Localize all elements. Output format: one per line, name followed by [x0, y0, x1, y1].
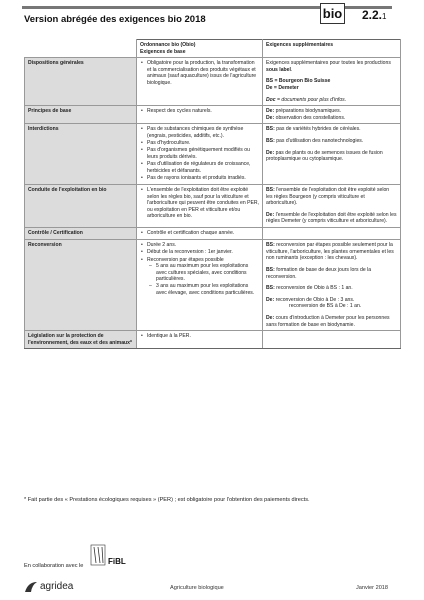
abbr-bs: BS = Bourgeon Bio Suisse: [266, 78, 331, 85]
table-row-management: [25, 185, 401, 228]
header-obio: [137, 40, 263, 58]
cell-extra-env: [263, 331, 401, 349]
extra-conversion-p4b: reconversion de BS à De : 1 an.: [289, 303, 362, 310]
cell-base-principles: [137, 106, 263, 124]
row-label-general: Dispositions générales: [25, 58, 137, 106]
extra-general-abbr: [266, 78, 397, 91]
extra-general-p1: [266, 60, 397, 73]
agridea-logo-icon: [24, 581, 38, 593]
row-label-prohibitions: Interdictions: [25, 124, 137, 185]
cell-base-prohibitions: [137, 124, 263, 185]
extra-conversion-text2: formation de base de deux jours lors de la reconversion.: [266, 267, 372, 280]
abbr-doc-key: Doc: [266, 96, 276, 103]
extra-conversion-text4: reconversion de Obio à De : 3 ans.: [274, 296, 355, 303]
cell-base-management: [137, 185, 263, 228]
base-env-item: • Identique à la PER.: [147, 333, 259, 340]
base-control-item: • Contrôle et certification chaque année.: [147, 230, 259, 237]
header-blank-cell: [25, 40, 137, 58]
key-de: De:: [266, 211, 275, 218]
page-number: [362, 8, 386, 22]
cell-extra-conversion: [263, 240, 401, 331]
row-label-management: Conduite de l'exploitation en bio: [25, 185, 137, 228]
extra-prohibitions-text3: pas de plants ou de semences issues de fusion protoplasmique ou cytoplasmique.: [266, 149, 383, 163]
abbr-de: De = Demeter: [266, 84, 299, 91]
key-de: De:: [266, 314, 275, 321]
footer-date: Janvier 2018: [356, 585, 389, 591]
header-obio-title: Ordonnance bio (Obio): [140, 42, 196, 48]
key-de: De:: [266, 108, 275, 115]
key-bs: BS:: [266, 267, 275, 273]
key-de: De:: [266, 114, 275, 121]
base-conversion-item: • Durée 2 ans.: [147, 242, 259, 249]
key-bs: BS:: [266, 126, 275, 133]
extra-principles-l2: [266, 115, 397, 122]
cell-base-env: [137, 331, 263, 349]
cell-base-control: [137, 228, 263, 240]
page-title: Version abrégée des exigences bio 2018: [24, 14, 206, 25]
extra-conversion-text3: reconversion de Obio à BS : 1 an.: [274, 285, 353, 292]
row-label-principles: Principes de base: [25, 106, 137, 124]
key-bs: BS:: [266, 187, 275, 194]
extra-management-text2: l'ensemble de l'exploitation doit être exploité selon les règles Demeter (y compris viticulture et arboriculture).: [266, 211, 397, 225]
extra-prohibitions-p3: [266, 150, 397, 163]
extra-management-text1: l'ensemble de l'exploitation doit être exploité selon les règles Bourgeon (y compris viticulture et arboriculture).: [266, 187, 390, 207]
key-bs: BS:: [266, 137, 275, 144]
cell-extra-general: [263, 58, 401, 106]
extra-conversion-p3: [266, 285, 397, 292]
cell-extra-management: [263, 185, 401, 228]
table-row-conversion: [25, 240, 401, 331]
footer-section: Agriculture biologique: [170, 585, 224, 591]
base-prohibitions-item: • Pas de rayons ionisants et produits irradiés.: [147, 175, 259, 182]
bio-badge: bio: [320, 3, 345, 24]
base-prohibitions-item: • Pas d'organismes génétiquement modifiés ou leurs produits dérivés.: [147, 147, 259, 160]
collaboration-text: En collaboration avec le: [24, 563, 84, 569]
table-row-env: [25, 331, 401, 349]
cell-base-general: [137, 58, 263, 106]
extra-principles-l1: [266, 108, 397, 115]
requirements-table: [24, 39, 401, 349]
base-conversion-subitem: – 3 ans au maximum pour les exploitations avec élevage, avec conditions particulières.: [156, 283, 259, 296]
extra-prohibitions-text2: pas d'utilisation des nanotechnologies.: [274, 137, 364, 144]
table-row-control: [25, 228, 401, 240]
extra-general-text: Exigences supplémentaires pour toutes les productions: [266, 60, 391, 67]
cell-extra-control: [263, 228, 401, 240]
extra-general-end: .: [290, 66, 293, 73]
base-prohibitions-item: • Pas d'hydroculture.: [147, 140, 259, 147]
base-conversion-item: • Début de la reconversion : 1er janvier.: [147, 249, 259, 256]
row-label-control: Contrôle / Certification: [25, 228, 137, 240]
abbr-doc: [266, 97, 397, 104]
base-conversion-steps: Reconversion par étapes possible: [147, 256, 224, 263]
fibl-name: FiBL: [108, 557, 126, 566]
extra-prohibitions-p2: [266, 138, 397, 145]
table-row-general: [25, 58, 401, 106]
base-general-item: • Obligatoire pour la production, la transformation et la commercialisation des produits végétaux et animaux (sauf aquaculture) issus de l'agriculture biologique.: [147, 60, 259, 86]
extra-management-p2: [266, 212, 397, 225]
base-conversion-subitem: – 5 ans au maximum pour les exploitations avec cultures spéciales, avec conditions particulières.: [156, 263, 259, 283]
base-prohibitions-item: • Pas d'utilisation de régulateurs de croissance, herbicides et défanants.: [147, 161, 259, 174]
header-obio-sub: Exigences de base: [140, 48, 186, 55]
extra-conversion-p5: [266, 315, 397, 328]
row-label-conversion: Reconversion: [25, 240, 137, 331]
extra-prohibitions-p1: [266, 126, 397, 133]
extra-management-p1: [266, 187, 397, 207]
agridea-name: agridea: [40, 581, 74, 592]
extra-conversion-p4a: [266, 297, 397, 304]
base-prohibitions-item: • Pas de substances chimiques de synthèse (engrais, pesticides, additifs, etc.).: [147, 126, 259, 139]
table-row-principles: [25, 106, 401, 124]
footnote: * Fait partie des « Prestations écologiques requises » (PER) ; est obligatoire pour l'obtention des paiements directs.: [24, 497, 310, 503]
cell-extra-principles: [263, 106, 401, 124]
abbr-doc-text: = documents pour plus d'infos.: [275, 96, 347, 103]
extra-conversion-text5: cours d'introduction à Demeter pour les personnes sans formation de base en biodynamie.: [266, 314, 390, 328]
page-number-main: 2.2.: [362, 8, 383, 22]
extra-conversion-p4: [266, 297, 397, 310]
key-de: De:: [266, 149, 275, 156]
extra-conversion-p1: [266, 242, 397, 262]
extra-conversion-text1: reconversion par étapes possible seulement pour la viticulture, l'arboriculture, les plantes ornementales et les non ruminants (exception : les chevaux).: [266, 242, 394, 262]
cell-base-conversion: [137, 240, 263, 331]
extra-general-bold: sous label: [266, 66, 291, 73]
page-number-sub: 1: [382, 12, 387, 21]
key-de: De:: [266, 296, 275, 303]
table-row-prohibitions: [25, 124, 401, 185]
extra-principles-text1: préparations biodynamiques.: [274, 108, 342, 115]
key-bs: BS:: [266, 285, 275, 292]
base-principles-item: • Respect des cycles naturels.: [147, 108, 259, 115]
key-bs: BS:: [266, 242, 275, 249]
row-label-env: Législation sur la protection de l'environnement, des eaux et des animaux*: [25, 331, 137, 349]
base-conversion-item: [147, 257, 259, 297]
extra-principles-text2: observation des constellations.: [274, 114, 346, 121]
extra-prohibitions-text1: pas de variétés hybrides de céréales.: [274, 126, 361, 133]
base-management-item: • L'ensemble de l'exploitation doit être exploité selon les règles bio, sauf pour la viticulture et l'arboriculture qui peuvent être conduites en PER, ou exploitation en PER et viticulture et/ou arboriculture en bio.: [147, 187, 259, 220]
extra-conversion-p2: [266, 267, 397, 280]
cell-extra-prohibitions: [263, 124, 401, 185]
header-extra: Exigences supplémentaires: [263, 40, 401, 58]
